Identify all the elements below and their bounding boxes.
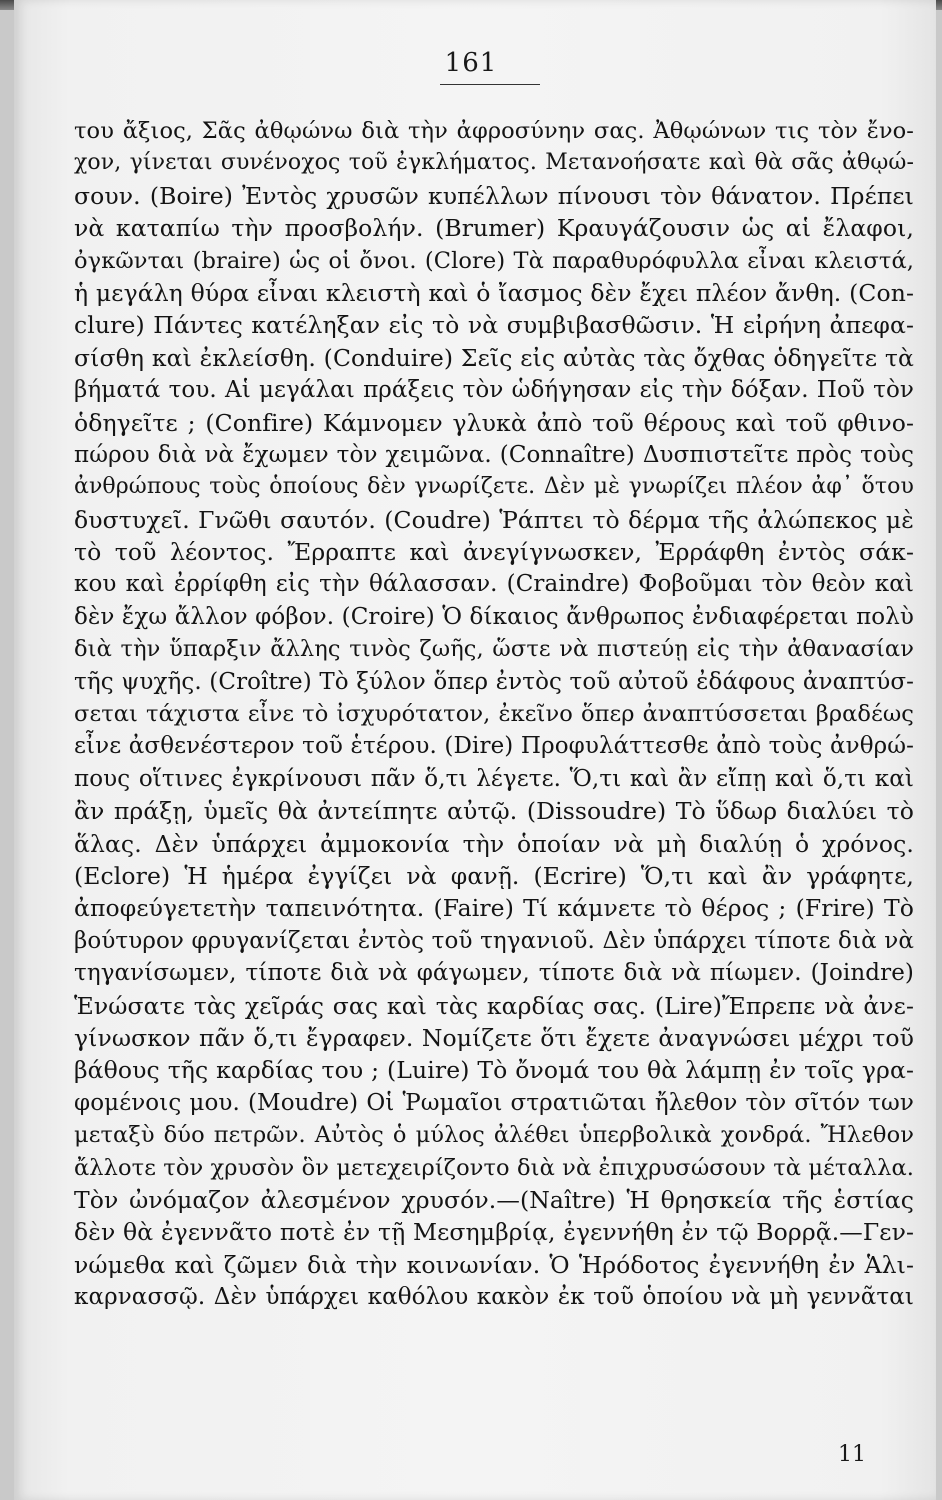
- text-line: ἂν πράξῃ, ὑμεῖς θὰ ἀντείπητε αὐτῷ. (Dissoudre) Τὸ ὕδωρ διαλύει τὸ: [74, 797, 914, 826]
- text-line: δὲν ἔχω ἄλλον φόβον. (Croire) Ὁ δίκαιος ἄνθρωπος ἐνδιαφέρεται πολὺ: [74, 603, 914, 630]
- text-line: (Eclore) Ἡ ἡμέρα ἐγγίζει νὰ φανῇ. (Ecrire) Ὅ,τι καὶ ἂν γράφητε,: [74, 861, 914, 890]
- text-line: σεται τάχιστα εἶνε τὸ ἰσχυρότατον, ἐκεῖνο ὅπερ ἀναπτύσσεται βραδέως: [74, 701, 914, 728]
- text-line: σίσθη καὶ ἐκλείσθη. (Conduire) Σεῖς εἰς αὐτὰς τὰς ὄχθας ὁδηγεῖτε τὰ: [74, 343, 914, 372]
- text-line: ἡ μεγάλη θύρα εἶναι κλειστὴ καὶ ὁ ἴασμος δὲν ἔχει πλέον ἄνθη. (Con-: [74, 278, 914, 307]
- text-line: δυστυχεῖ. Γνῶθι σαυτόν. (Coudre) Ῥάπτει τὸ δέρμα τῆς ἀλώπεκος μὲ: [74, 505, 914, 534]
- text-line: μεταξὺ δύο πετρῶν. Αὐτὸς ὁ μύλος ἀλέθει ὑπερβολικὰ χονδρά. Ἤλεθον: [74, 1122, 914, 1149]
- text-line: δὲν θὰ ἐγεννᾶτο ποτὲ ἐν τῇ Μεσημβρίᾳ, ἐγεννήθη ἐν τῷ Βορρᾷ.—Γεν-: [74, 1218, 914, 1247]
- signature-mark: 11: [838, 1442, 866, 1467]
- text-line: χον, γίνεται συνένοχος τοῦ ἐγκλήματος. Μετανοήσατε καὶ θὰ σᾶς ἀθῳώ-: [74, 150, 914, 176]
- text-line: πους οἵτινες ἐγκρίνουσι πᾶν ὅ,τι λέγετε. Ὅ,τι καὶ ἂν εἴπῃ καὶ ὅ,τι καὶ: [74, 765, 914, 792]
- text-line: γίνωσκον πᾶν ὅ,τι ἔγραφεν. Νομίζετε ὅτι ἔχετε ἀναγνώσει μέχρι τοῦ: [74, 1023, 914, 1052]
- text-line: ἀποφεύγετετὴν ταπεινότητα. (Faire) Τί κάμνετε τὸ θέρος ; (Frire) Τὸ: [74, 894, 914, 923]
- text-line: ἅλας. Δὲν ὑπάρχει ἀμμοκονία τὴν ὁποίαν νὰ μὴ διαλύῃ ὁ χρόνος.: [74, 829, 914, 858]
- text-line: τὸ τοῦ λέοντος. Ἔρραπτε καὶ ἀνεγίγνωσκεν, Ἐρράφθη ἐντὸς σάκ-: [74, 538, 914, 567]
- text-line: φομένοις μου. (Moudre) Οἱ Ῥωμαῖοι στρατιῶται ἤλεθον τὸν σῖτόν των: [74, 1089, 914, 1116]
- page-number-rule: [440, 84, 540, 85]
- text-line: ὀγκῶνται (braire) ὡς οἱ ὄνοι. (Clore) Τὰ παραθυρόφυλλα εἶναι κλειστά,: [74, 247, 914, 274]
- page-number: 161: [444, 48, 498, 78]
- text-line: clure) Πάντες κατέληξαν εἰς τὸ νὰ συμβιβασθῶσιν. Ἡ εἰρήνη ἀπεφα-: [74, 311, 914, 340]
- text-line: του ἄξιος, Σᾶς ἀθῳώνω διὰ τὴν ἀφροσύνην σας. Ἀθῳώνων τις τὸν ἔνο-: [74, 118, 914, 144]
- text-line: πώρου διὰ νὰ ἔχωμεν τὸν χειμῶνα. (Connaître) Δυσπιστεῖτε πρὸς τοὺς: [74, 441, 914, 468]
- text-line: ἀνθρώπους τοὺς ὁποίους δὲν γνωρίζετε. Δὲν μὲ γνωρίζει πλέον ἀφ᾽ ὅτου: [74, 474, 914, 500]
- text-line: ἄλλοτε τὸν χρυσὸν ὃν μετεχειρίζοντο διὰ νὰ ἐπιχρυσώσουν τὰ μέταλλα.: [74, 1154, 914, 1181]
- text-line: καρνασσῷ. Δὲν ὑπάρχει καθόλου κακὸν ἐκ τοῦ ὁποίου νὰ μὴ γεννᾶται: [74, 1284, 914, 1311]
- text-line: διὰ τὴν ὕπαρξιν ἄλλης τινὸς ζωῆς, ὥστε νὰ πιστεύῃ εἰς τὴν ἀθανασίαν: [74, 636, 914, 663]
- text-line: βάθους τῆς καρδίας του ; (Luire) Τὸ ὄνομά του θὰ λάμπῃ ἐν τοῖς γρα-: [74, 1056, 914, 1085]
- text-line: εἶνε ἀσθενέστερον τοῦ ἑτέρου. (Dire) Προφυλάττεσθε ἀπὸ τοὺς ἀνθρώ-: [74, 733, 914, 760]
- text-line: ὁδηγεῖτε ; (Confire) Κάμνομεν γλυκὰ ἀπὸ τοῦ θέρους καὶ τοῦ φθινο-: [74, 408, 914, 437]
- text-line: σουν. (Boire) Ἐντὸς χρυσῶν κυπέλλων πίνουσι τὸν θάνατον. Πρέπει: [74, 181, 914, 210]
- body-text: [74, 115, 914, 1313]
- text-line: νὰ καταπίω τὴν προσβολήν. (Brumer) Κραυγάζουσιν ὡς αἱ ἔλαφοι,: [74, 214, 914, 243]
- text-line: νώμεθα καὶ ζῶμεν διὰ τὴν κοινωνίαν. Ὁ Ἡρόδοτος ἐγεννήθη ἐν Ἁλι-: [74, 1250, 914, 1279]
- text-line: Τὸν ὠνόμαζον ἀλεσμένον χρυσόν.—(Naître) Ἡ θρησκεία τῆς ἑστίας: [74, 1185, 914, 1214]
- text-line: Ἑνώσατε τὰς χεῖράς σας καὶ τὰς καρδίας σας. (Lire)Ἔπρεπε νὰ ἀνε-: [74, 991, 914, 1020]
- text-line: τηγανίσωμεν, τίποτε διὰ νὰ φάγωμεν, τίποτε διὰ νὰ πίωμεν. (Joindre): [74, 960, 914, 987]
- text-line: βούτυρον φρυγανίζεται ἐντὸς τοῦ τηγανιοῦ. Δὲν ὑπάρχει τίποτε διὰ νὰ: [74, 927, 914, 954]
- text-line: κου καὶ ἐρρίφθη εἰς τὴν θάλασσαν. (Craindre) Φοβοῦμαι τὸν θεὸν καὶ: [74, 571, 914, 598]
- text-line: βήματά του. Αἱ μεγάλαι πράξεις τὸν ὡδήγησαν εἰς τὴν δόξαν. Ποῦ τὸν: [74, 377, 914, 404]
- text-line: τῆς ψυχῆς. (Croître) Τὸ ξύλον ὅπερ ἐντὸς τοῦ αὐτοῦ ἐδάφους ἀναπτύσ-: [74, 668, 914, 695]
